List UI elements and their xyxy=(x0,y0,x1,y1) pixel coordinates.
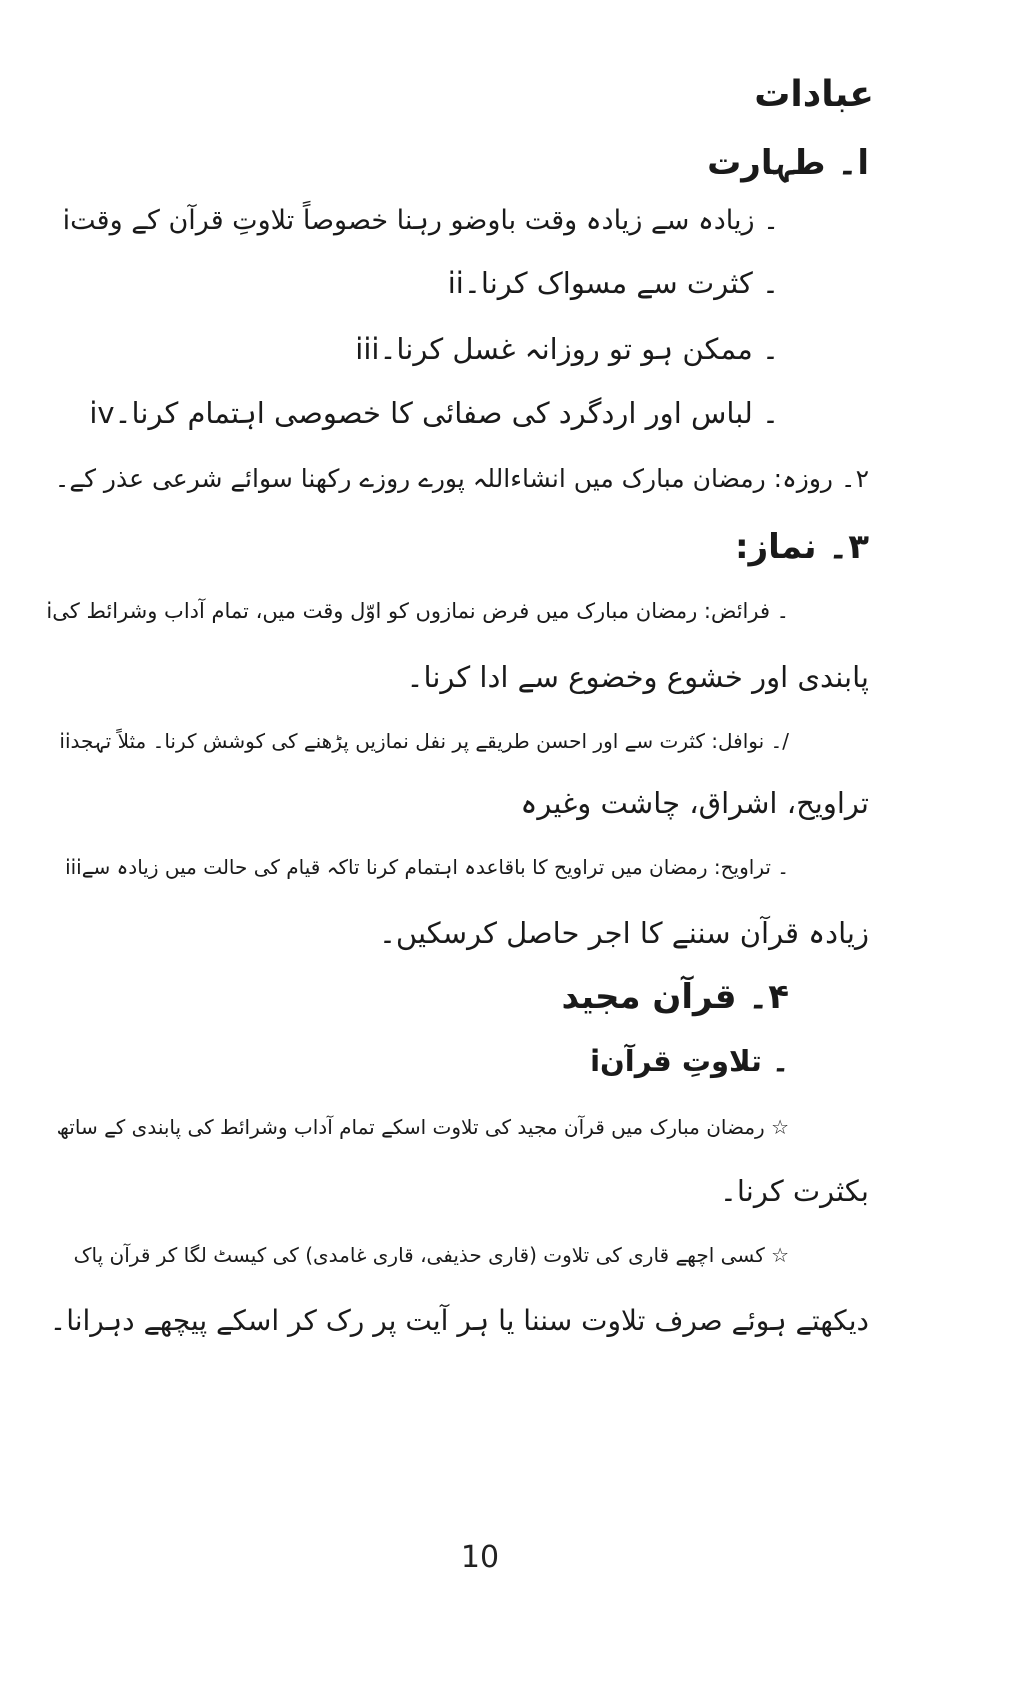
section-1-item-ii: ii۔ کثرت سے مسواک کرنا۔ xyxy=(447,266,779,300)
section-1-title: ا۔ طہارت xyxy=(707,143,869,183)
section-3-nawafil-line-1: ii۔ نوافل: کثرت سے اور احسن طریقے پر نفل نمازیں پڑھنے کی کوشش کرنا۔ مثلاً تہجد/ xyxy=(59,729,789,753)
section-4-title: ۴۔ قرآن مجید xyxy=(561,977,789,1017)
section-4-bullet-2-line-1: ☆ کسی اچھے قاری کی تلاوت (قاری حذیفی، قاری غامدی) کی کیسٹ لگا کر قرآن پاک xyxy=(73,1243,789,1267)
section-3-taraweeh-line-1: iii۔ تراویح: رمضان میں تراویح کا باقاعدہ اہتمام کرنا تاکہ قیام کی حالت میں زیادہ سے xyxy=(65,855,789,879)
section-4-bullet-1-line-2: بکثرت کرنا۔ xyxy=(719,1174,869,1208)
section-4-bullet-2-line-2: دیکھتے ہوئے صرف تلاوت سننا یا ہر آیت پر رک کر اسکے پیچھے دہرانا۔ xyxy=(49,1304,869,1337)
page-heading: عبادات xyxy=(754,74,874,115)
section-2-line: ۲۔ روزہ: رمضان مبارک میں انشاءاللہ پورے روزے رکھنا سوائے شرعی عذر کے۔ xyxy=(54,464,869,493)
section-1-item-i: i۔ زیادہ سے زیادہ وقت باوضو رہنا خصوصاً تلاوتِ قرآن کے وقت xyxy=(62,205,779,236)
section-4-bullet-1-line-1: ☆ رمضان مبارک میں قرآن مجید کی تلاوت اسکے تمام آداب وشرائط کی پابندی کے ساتھ xyxy=(56,1115,789,1139)
section-3-faraid-line-2: پابندی اور خشوع وخضوع سے ادا کرنا۔ xyxy=(406,660,869,694)
section-3-taraweeh-line-2: زیادہ قرآن سننے کا اجر حاصل کرسکیں۔ xyxy=(378,916,869,950)
page-number: 10 xyxy=(460,1540,500,1575)
section-3-faraid-line-1: i۔ فرائض: رمضان مبارک میں فرض نمازوں کو اوّل وقت میں، تمام آداب وشرائط کی xyxy=(46,599,789,623)
section-4-subtitle: i۔ تلاوتِ قرآن xyxy=(590,1044,789,1078)
section-3-nawafil-line-2: تراویح، اشراق، چاشت وغیرہ xyxy=(520,786,869,820)
section-1-item-iii: iii۔ ممکن ہو تو روزانہ غسل کرنا۔ xyxy=(355,332,779,366)
section-3-title: ۳۔ نماز: xyxy=(734,527,869,567)
section-1-item-iv: iv۔ لباس اور اردگرد کی صفائی کا خصوصی اہتمام کرنا۔ xyxy=(89,396,779,430)
